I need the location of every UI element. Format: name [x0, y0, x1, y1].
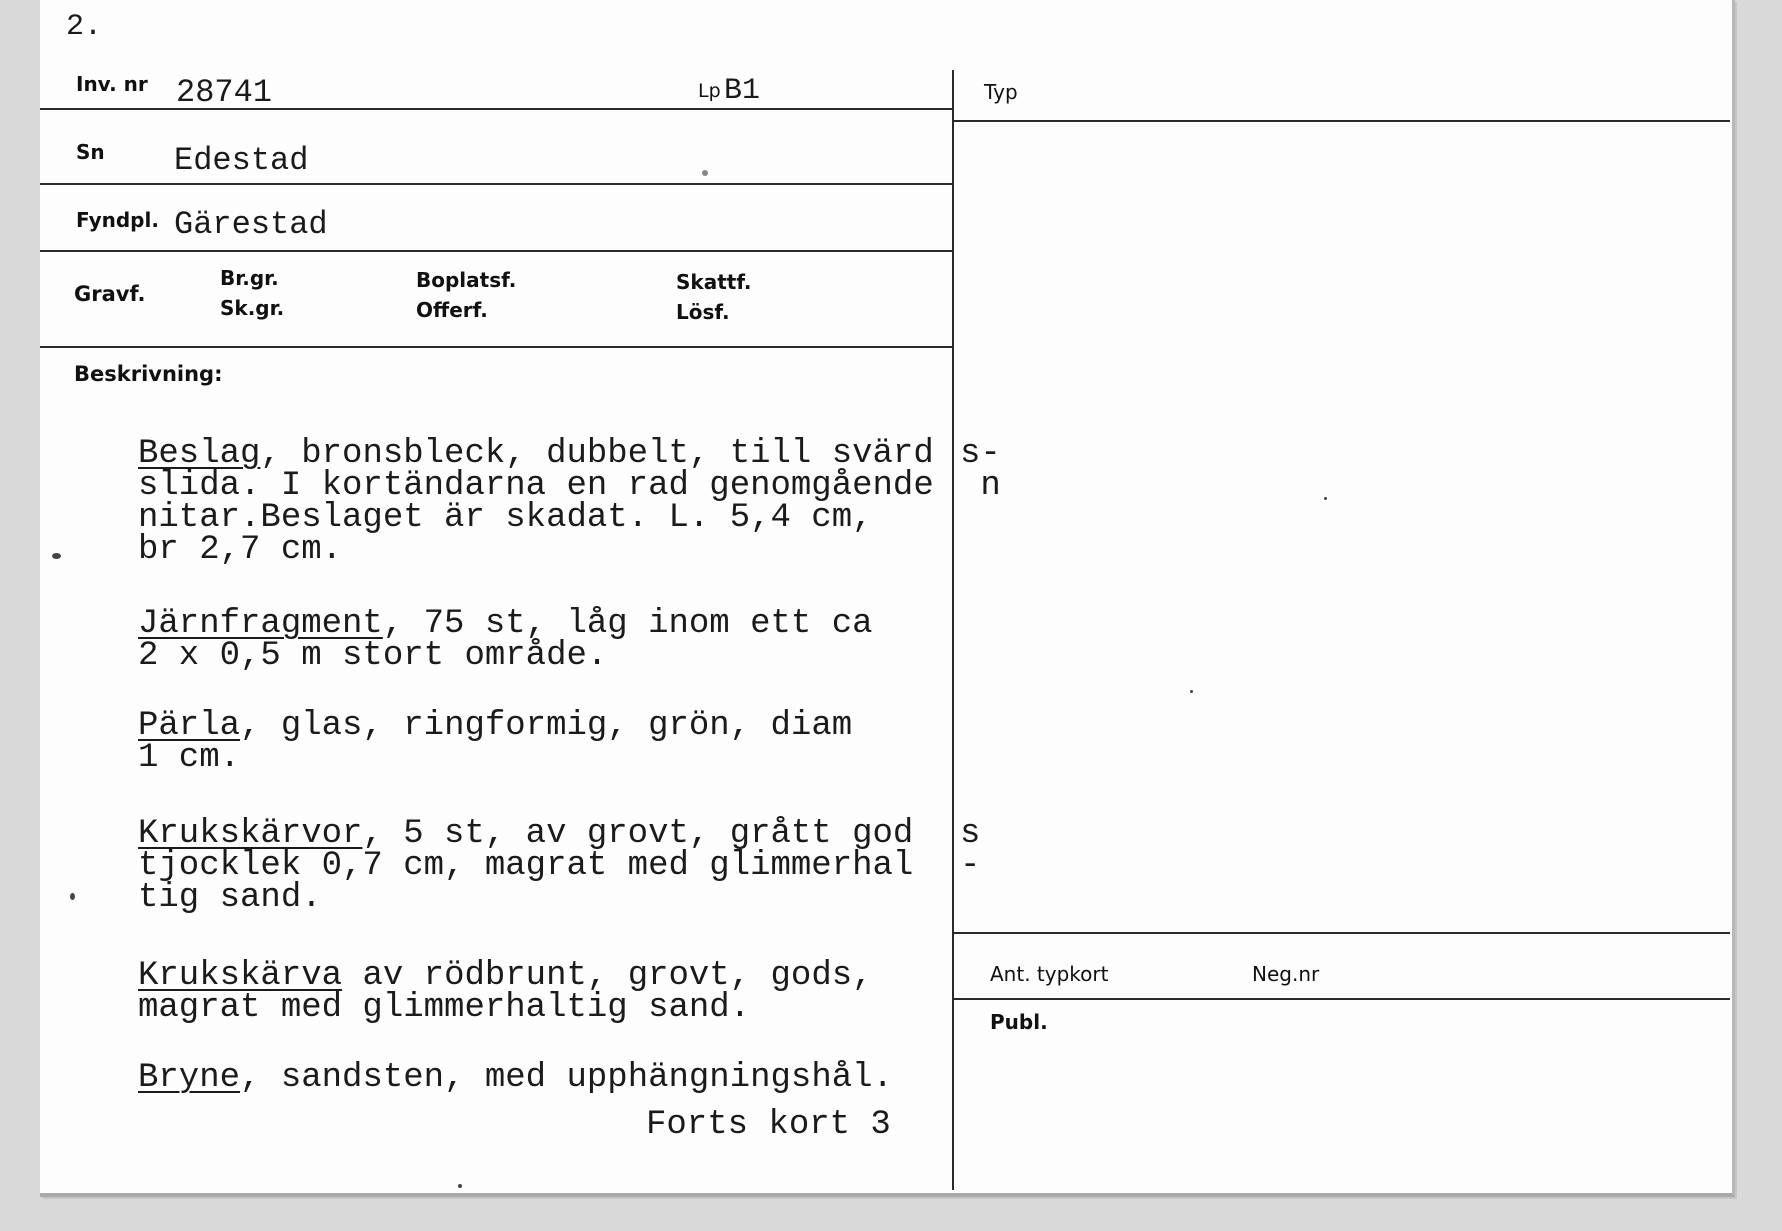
- inv-nr-value: 28741: [176, 74, 273, 111]
- entry-line: tig sand.: [138, 879, 322, 917]
- sn-value: Edestad: [174, 142, 309, 179]
- overflow-line: -: [960, 847, 981, 885]
- column-divider: [952, 70, 954, 1190]
- sn-label: Sn: [76, 140, 105, 164]
- inv-nr-label: Inv. nr: [76, 72, 148, 96]
- entry-line: nitar.Beslaget är skadat. L. 5,4 cm,: [138, 499, 873, 537]
- entry-parla: [138, 707, 853, 777]
- boplatsf-label: Boplatsf.: [416, 268, 517, 292]
- lp-value: B1: [724, 74, 761, 108]
- speck: [1324, 497, 1327, 500]
- entry-heading: Bryne: [138, 1059, 241, 1097]
- entry-line: 1 cm.: [138, 739, 241, 777]
- fyndpl-label: Fyndpl.: [76, 208, 159, 232]
- entry-line: slida. I kortändarna en rad genomgående: [138, 467, 934, 505]
- overflow-line: s: [960, 815, 981, 853]
- entry-bryne: [138, 1059, 893, 1097]
- offerf-label: Offerf.: [416, 298, 488, 322]
- rule-fyndpl: [40, 250, 952, 252]
- typ-label: Typ: [984, 80, 1018, 104]
- speck: [702, 170, 708, 176]
- entry-text: , bronsbleck, dubbelt, till svärd: [260, 435, 934, 473]
- continuation-note: Forts kort 3: [646, 1106, 891, 1144]
- rule-typ: [954, 120, 1730, 122]
- entry-text: av rödbrunt, grovt, gods,: [342, 957, 873, 995]
- entry-heading: Järnfragment: [138, 605, 383, 643]
- rule-publ: [954, 998, 1730, 1000]
- entry-text: , glas, ringformig, grön, diam: [240, 707, 853, 745]
- speck: [458, 1184, 462, 1188]
- overflow-beslag: [960, 435, 1001, 505]
- entry-krukskarva: [138, 957, 873, 1027]
- overflow-line: s-: [960, 435, 1001, 473]
- rule-gravf: [40, 346, 952, 348]
- publ-label: Publ.: [990, 1010, 1048, 1034]
- rule-ant-typkort: [954, 932, 1730, 934]
- entry-heading: Krukskärvor: [138, 815, 363, 853]
- entry-line: 2 x 0,5 m stort område.: [138, 637, 608, 675]
- entry-beslag: [138, 435, 934, 569]
- entry-heading: Krukskärva: [138, 957, 343, 995]
- entry-text: , 5 st, av grovt, grått god: [362, 815, 914, 853]
- skattf-label: Skattf.: [676, 270, 752, 294]
- overflow-krukskarvor: [960, 815, 981, 885]
- neg-nr-label: Neg.nr: [1252, 962, 1320, 986]
- entry-text: , 75 st, låg inom ett ca: [382, 605, 873, 643]
- gravf-label: Gravf.: [74, 282, 146, 306]
- catalog-card: [40, 0, 1735, 1197]
- speck: [1190, 690, 1193, 693]
- fyndpl-value: Gärestad: [174, 206, 328, 243]
- sk-gr-label: Sk.gr.: [220, 296, 285, 320]
- entry-heading: Beslag: [138, 435, 261, 473]
- entry-line: tjocklek 0,7 cm, magrat med glimmerhal: [138, 847, 914, 885]
- entry-jarnfragment: [138, 605, 873, 675]
- rule-sn: [40, 183, 952, 185]
- entry-line: magrat med glimmerhaltig sand.: [138, 989, 751, 1027]
- lp-label: Lp: [698, 80, 721, 102]
- entry-text: , sandsten, med upphängningshål.: [240, 1059, 893, 1097]
- card-number: 2.: [66, 10, 103, 44]
- entry-krukskarvor: [138, 815, 914, 917]
- entry-heading: Pärla: [138, 707, 241, 745]
- losf-label: Lösf.: [676, 300, 730, 324]
- entry-line: br 2,7 cm.: [138, 531, 343, 569]
- speck: [52, 553, 61, 559]
- overflow-line: n: [960, 467, 1001, 505]
- rule-inv: [40, 108, 952, 110]
- speck: [70, 893, 75, 900]
- ant-typkort-label: Ant. typkort: [990, 962, 1109, 986]
- beskrivning-label: Beskrivning:: [74, 362, 223, 386]
- br-gr-label: Br.gr.: [220, 266, 279, 290]
